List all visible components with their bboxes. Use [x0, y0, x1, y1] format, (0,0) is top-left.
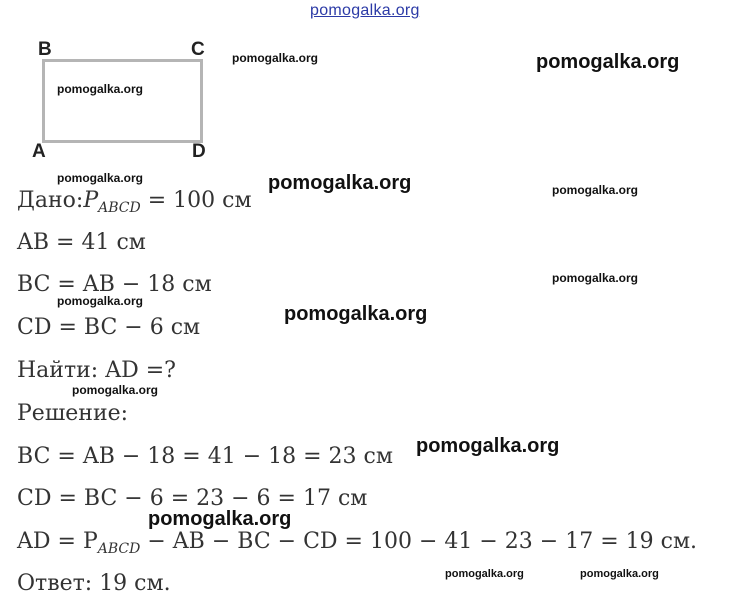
vertex-label-a: A: [32, 141, 46, 162]
given-value: = 100 см: [147, 188, 252, 213]
watermark: pomogalka.org: [57, 171, 144, 185]
bc-line: BC = AB − 18 см: [17, 272, 212, 297]
perimeter-subscript: ABCD: [98, 200, 141, 216]
find-prefix: Найти:: [17, 358, 99, 383]
watermark: pomogalka.org: [552, 183, 639, 197]
ad-perimeter-subscript: ABCD: [97, 541, 141, 557]
ad-prefix: AD = P: [17, 529, 98, 554]
watermark: pomogalka.org: [72, 383, 159, 397]
cd-calculation: CD = BC − 6 = 23 − 6 = 17 см: [17, 486, 368, 511]
watermark: pomogalka.org: [232, 51, 319, 65]
solution-heading: Решение:: [17, 401, 129, 426]
cd-line: CD = BC − 6 см: [17, 315, 201, 340]
given-prefix: Дано:: [17, 188, 84, 213]
find-line: [17, 360, 176, 382]
watermark: pomogalka.org: [284, 303, 428, 325]
watermark: pomogalka.org: [57, 294, 144, 308]
given-line: [17, 188, 252, 216]
watermark: pomogalka.org: [445, 568, 524, 580]
watermark: pomogalka.org: [57, 82, 144, 96]
find-value: AD =?: [105, 358, 176, 383]
vertex-label-c: C: [191, 39, 205, 60]
watermark: pomogalka.org: [416, 435, 560, 457]
watermark: pomogalka.org: [552, 271, 639, 285]
watermark: pomogalka.org: [536, 51, 680, 73]
rectangle-abcd-figure: [42, 59, 203, 143]
ad-rest: − AB − BC − CD = 100 − 41 − 23 − 17 = 19 см.: [147, 529, 698, 554]
vertex-label-b: B: [38, 39, 52, 60]
watermark: pomogalka.org: [148, 508, 292, 530]
watermark-top-link[interactable]: pomogalka.org: [310, 2, 420, 19]
watermark: pomogalka.org: [268, 172, 412, 194]
ab-line: AB = 41 см: [17, 230, 146, 255]
vertex-label-d: D: [192, 141, 206, 162]
watermark: pomogalka.org: [580, 568, 659, 580]
ad-calculation: [17, 529, 698, 557]
perimeter-symbol: P: [83, 188, 99, 213]
answer-line: Ответ: 19 см.: [17, 571, 171, 596]
bc-calculation: BC = AB − 18 = 41 − 18 = 23 см: [17, 444, 393, 469]
